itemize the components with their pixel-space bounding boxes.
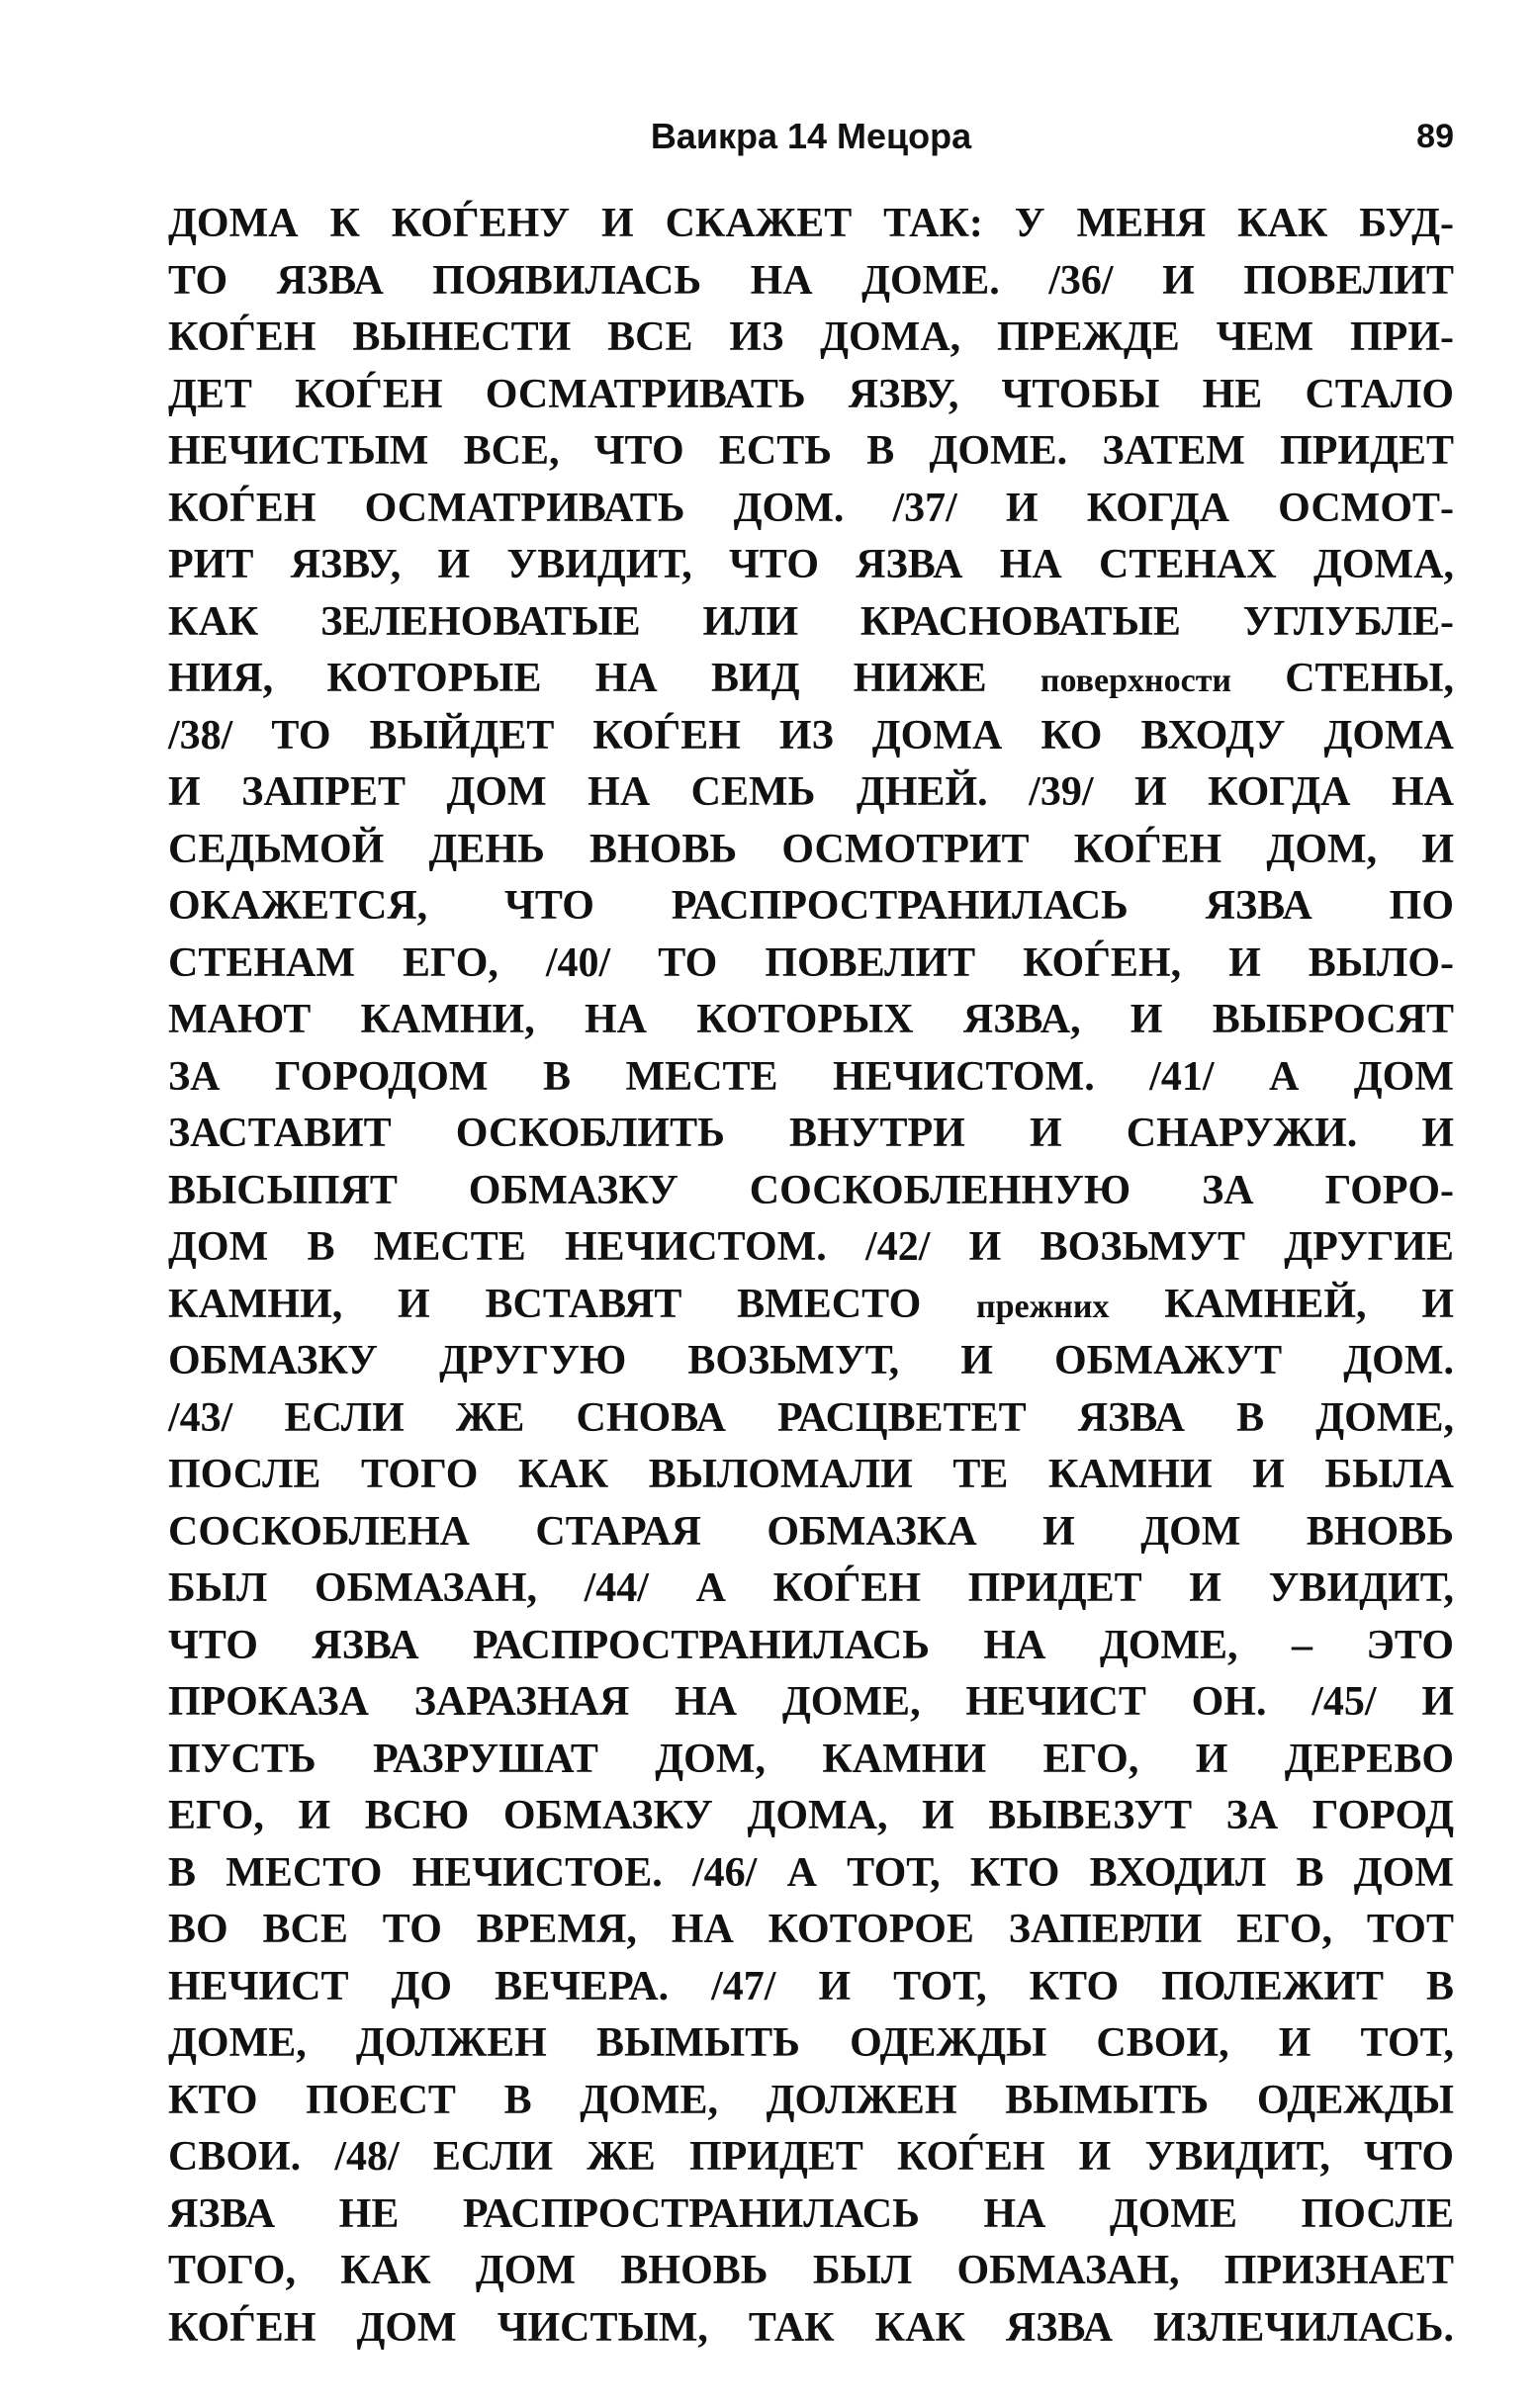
text-line: ПУСТЬ РАЗРУШАТ ДОМ, КАМНИ ЕГО, И ДЕРЕВО: [168, 1736, 1454, 1782]
text-line: ДОМ В МЕСТЕ НЕЧИСТОМ. /42/ И ВОЗЬМУТ ДРУГИЕ: [168, 1224, 1454, 1270]
text-line: МАЮТ КАМНИ, НА КОТОРЫХ ЯЗВА, И ВЫБРОСЯТ: [168, 997, 1454, 1042]
text-line: СВОИ. /48/ ЕСЛИ ЖЕ ПРИДЕТ КОЃЕН И УВИДИТ, ЧТО: [168, 2134, 1454, 2180]
running-title: Ваикра 14 Мецора: [650, 116, 972, 156]
text-line: КОЃЕН ОСМАТРИВАТЬ ДОМ. /37/ И КОГДА ОСМОТ-: [168, 485, 1454, 531]
inserted-word: поверхности: [1040, 663, 1231, 699]
page-header: [168, 107, 1454, 166]
text-line: ВЫСЫПЯТ ОБМАЗКУ СОСКОБЛЕННУЮ ЗА ГОРО-: [168, 1167, 1454, 1213]
text-line: ЗАСТАВИТ ОСКОБЛИТЬ ВНУТРИ И СНАРУЖИ. И: [168, 1111, 1454, 1156]
text-segment: КАМНЕЙ, И: [1109, 1281, 1454, 1327]
text-line: ПРОКАЗА ЗАРАЗНАЯ НА ДОМЕ, НЕЧИСТ ОН. /45/ И: [168, 1679, 1454, 1725]
text-line: ОКАЖЕТСЯ, ЧТО РАСПРОСТРАНИЛАСЬ ЯЗВА ПО: [168, 883, 1454, 929]
text-line: ОБМАЗКУ ДРУГУЮ ВОЗЬМУТ, И ОБМАЖУТ ДОМ.: [168, 1338, 1454, 1383]
text-line: НЕЧИСТ ДО ВЕЧЕРА. /47/ И ТОТ, КТО ПОЛЕЖИТ В: [168, 1963, 1454, 2009]
text-line: ЧТО ЯЗВА РАСПРОСТРАНИЛАСЬ НА ДОМЕ, – ЭТО: [168, 1622, 1454, 1668]
text-line: ТОГО, КАК ДОМ ВНОВЬ БЫЛ ОБМАЗАН, ПРИЗНАЕТ: [168, 2248, 1454, 2293]
text-line: ЯЗВА НЕ РАСПРОСТРАНИЛАСЬ НА ДОМЕ ПОСЛЕ: [168, 2190, 1454, 2237]
text-segment: КАМНИ, И ВСТАВЯТ ВМЕСТО: [168, 1281, 977, 1327]
text-line: /43/ ЕСЛИ ЖЕ СНОВА РАСЦВЕТЕТ ЯЗВА В ДОМЕ,: [168, 1394, 1454, 1441]
text-line: /38/ ТО ВЫЙДЕТ КОЃЕН ИЗ ДОМА КО ВХОДУ ДОМА: [168, 712, 1454, 758]
text-line: ПОСЛЕ ТОГО КАК ВЫЛОМАЛИ ТЕ КАМНИ И БЫЛА: [168, 1452, 1454, 1497]
text-line: КАК ЗЕЛЕНОВАТЫЕ ИЛИ КРАСНОВАТЫЕ УГЛУБЛЕ-: [168, 598, 1454, 645]
text-line: ЕГО, И ВСЮ ОБМАЗКУ ДОМА, И ВЫВЕЗУТ ЗА ГОРОД: [168, 1793, 1454, 1838]
text-line: ВО ВСЕ ТО ВРЕМЯ, НА КОТОРОЕ ЗАПЕРЛИ ЕГО, ТОТ: [168, 1907, 1454, 1952]
text-line: ТО ЯЗВА ПОЯВИЛАСЬ НА ДОМЕ. /36/ И ПОВЕЛИТ: [168, 257, 1454, 304]
text-line: НЕЧИСТЫМ ВСЕ, ЧТО ЕСТЬ В ДОМЕ. ЗАТЕМ ПРИДЕТ: [168, 428, 1454, 474]
text-line: РИТ ЯЗВУ, И УВИДИТ, ЧТО ЯЗВА НА СТЕНАХ ДОМА,: [168, 542, 1454, 587]
text-segment: НИЯ, КОТОРЫЕ НА ВИД НИЖЕ: [168, 656, 1040, 701]
text-line: ДОМЕ, ДОЛЖЕН ВЫМЫТЬ ОДЕЖДЫ СВОИ, И ТОТ,: [168, 2020, 1454, 2066]
text-line: ДОМА К КОЃЕНУ И СКАЖЕТ ТАК: У МЕНЯ КАК БУД-: [168, 201, 1454, 246]
body-text: [168, 196, 1454, 2357]
text-line: [168, 651, 1454, 708]
text-line: ДЕТ КОЃЕН ОСМАТРИВАТЬ ЯЗВУ, ЧТОБЫ НЕ СТАЛО: [168, 371, 1454, 417]
text-line: СОСКОБЛЕНА СТАРАЯ ОБМАЗКА И ДОМ ВНОВЬ: [168, 1508, 1454, 1555]
inserted-word: прежних: [976, 1288, 1110, 1325]
text-line: ЗА ГОРОДОМ В МЕСТЕ НЕЧИСТОМ. /41/ А ДОМ: [168, 1053, 1454, 1100]
text-line: И ЗАПРЕТ ДОМ НА СЕМЬ ДНЕЙ. /39/ И КОГДА НА: [168, 769, 1454, 815]
text-line: В МЕСТО НЕЧИСТОЕ. /46/ А ТОТ, КТО ВХОДИЛ В ДОМ: [168, 1849, 1454, 1896]
text-line: КОЃЕН ДОМ ЧИСТЫМ, ТАК КАК ЯЗВА ИЗЛЕЧИЛАСЬ.: [168, 2304, 1454, 2351]
text-line: СЕДЬМОЙ ДЕНЬ ВНОВЬ ОСМОТРИТ КОЃЕН ДОМ, И: [168, 826, 1454, 872]
text-line: БЫЛ ОБМАЗАН, /44/ А КОЃЕН ПРИДЕТ И УВИДИТ,: [168, 1565, 1454, 1611]
text-segment: СТЕНЫ,: [1230, 656, 1454, 701]
text-line: КОЃЕН ВЫНЕСТИ ВСЕ ИЗ ДОМА, ПРЕЖДЕ ЧЕМ ПРИ-: [168, 314, 1454, 360]
text-line: [168, 1277, 1454, 1334]
text-line: СТЕНАМ ЕГО, /40/ ТО ПОВЕЛИТ КОЃЕН, И ВЫЛО-: [168, 939, 1454, 986]
text-line: КТО ПОЕСТ В ДОМЕ, ДОЛЖЕН ВЫМЫТЬ ОДЕЖДЫ: [168, 2077, 1454, 2123]
page-number: 89: [1416, 118, 1454, 155]
